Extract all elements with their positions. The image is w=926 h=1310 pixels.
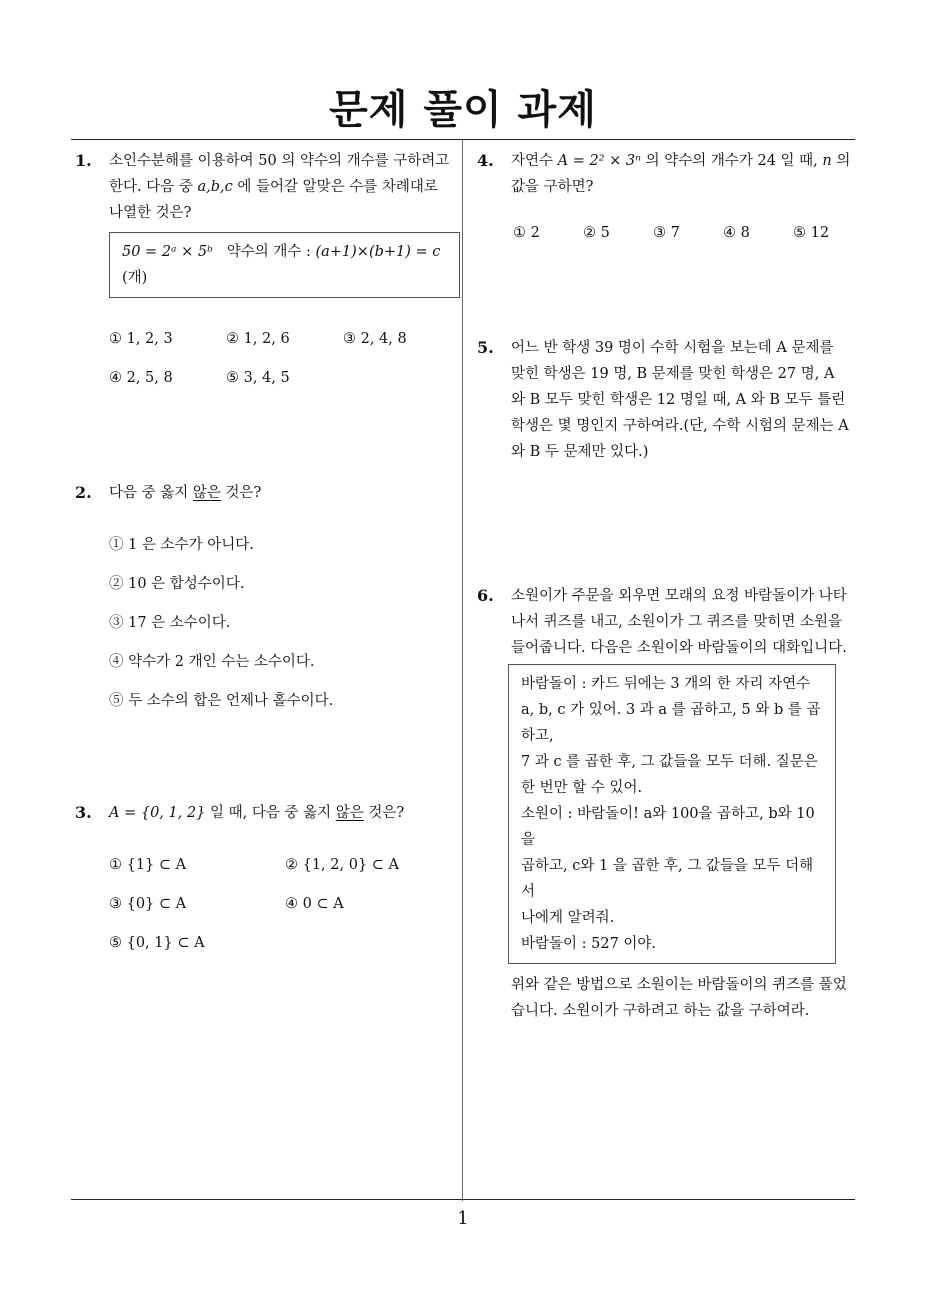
formula-box: 50 = 2ᵃ × 5ᵇ 약수의 개수 : (a+1)×(b+1) = c (개) [109, 232, 460, 298]
options [477, 220, 859, 250]
problem-text: 어느 반 학생 39 명이 수학 시험을 보는데 A 문제를 맞힌 학생은 19 명, B 문제를 맞힌 학생은 27 명, A 와 B 모두 맞힌 학생은 12 명일 때, A 와 B 모두 틀린 학생은 몇 명인지 구하여라.(단, 수학 시험의 문제는 A 와 B 두 문제만 있다.) [511, 340, 849, 460]
option-5[interactable]: ⑤ 두 소수의 합은 언제나 홀수이다. [109, 693, 334, 709]
option-1[interactable]: ① 1 은 소수가 아니다. [109, 537, 254, 553]
page-title: 문제 풀이 과제 [329, 87, 597, 133]
problem-text: 소원이가 주문을 외우면 모래의 요정 바람돌이가 나타 나서 퀴즈를 내고, 소원이가 그 퀴즈를 맞히면 소원을 들어줍니다. 다음은 소원이와 바람돌이의 대화입니다. [511, 588, 847, 656]
option-4[interactable]: ④ 0 ⊂ A [285, 896, 344, 912]
options [75, 532, 460, 712]
problem-text: A = {0, 1, 2} 일 때, 다음 중 옳지 않은 것은? [109, 805, 405, 821]
option-2[interactable]: ② 10 은 합성수이다. [109, 576, 245, 592]
problem-number: 5. [477, 338, 494, 357]
problem-3 [75, 800, 460, 962]
column-divider [462, 139, 463, 1201]
option-2[interactable]: ② {1, 2, 0} ⊂ A [285, 857, 400, 873]
option-2[interactable]: ② 5 [583, 225, 610, 241]
option-5[interactable]: ⑤ 12 [793, 225, 830, 241]
problem-4 [477, 148, 859, 250]
dialogue-box: 바람돌이 : 카드 뒤에는 3 개의 한 자리 자연수 a, b, c 가 있어. 3 과 a 를 곱하고, 5 와 b 를 곱하고, 7 과 c 를 곱한 후, 그 값들을 모두 더해. 질문은 한 번만 할 수 있어. 소원이 : 바람돌이! a와 100을 곱하고, b와 10 을 곱하고, c와 1 을 곱한 후, 그 값들을 모두 더해서 나에게 알려줘. 바람돌이 : 527 이야. [508, 664, 836, 964]
page-number: 1 [457, 1208, 469, 1229]
problem-2 [75, 480, 460, 712]
option-1[interactable]: ① {1} ⊂ A [109, 857, 187, 873]
problem-question: 위와 같은 방법으로 소원이는 바람돌이의 퀴즈를 풀었 습니다. 소원이가 구하려고 하는 값을 구하여라. [511, 977, 847, 1019]
options [75, 326, 460, 406]
problem-number: 6. [477, 586, 494, 605]
problem-number: 1. [75, 151, 92, 170]
problem-number: 3. [75, 803, 92, 822]
option-3[interactable]: ③ 17 은 소수이다. [109, 615, 231, 631]
problem-6 [477, 583, 859, 1024]
option-4[interactable]: ④ 8 [723, 225, 750, 241]
problem-text: 소인수분해를 이용하여 50 의 약수의 개수를 구하려고 한다. 다음 중 a,b,c 에 들어갈 알맞은 수를 차례대로 나열한 것은? [109, 153, 450, 221]
option-2[interactable]: ② 1, 2, 6 [226, 331, 290, 347]
option-1[interactable]: ① 2 [513, 225, 540, 241]
option-4[interactable]: ④ 약수가 2 개인 수는 소수이다. [109, 654, 315, 670]
option-3[interactable]: ③ 2, 4, 8 [343, 331, 407, 347]
option-3[interactable]: ③ 7 [653, 225, 680, 241]
problem-5 [477, 335, 859, 465]
option-4[interactable]: ④ 2, 5, 8 [109, 370, 173, 386]
problem-text: 다음 중 옳지 않은 것은? [109, 485, 262, 501]
problem-number: 4. [477, 151, 494, 170]
problem-number: 2. [75, 483, 92, 502]
problem-text: 자연수 A = 2² × 3ⁿ 의 약수의 개수가 24 일 때, n 의 값을 구하면? [511, 153, 851, 195]
options [75, 852, 460, 962]
option-5[interactable]: ⑤ 3, 4, 5 [226, 370, 290, 386]
option-3[interactable]: ③ {0} ⊂ A [109, 896, 187, 912]
option-5[interactable]: ⑤ {0, 1} ⊂ A [109, 935, 205, 951]
problem-1 [75, 148, 460, 406]
bottom-rule [71, 1199, 855, 1200]
option-1[interactable]: ① 1, 2, 3 [109, 331, 173, 347]
top-rule [71, 139, 855, 140]
